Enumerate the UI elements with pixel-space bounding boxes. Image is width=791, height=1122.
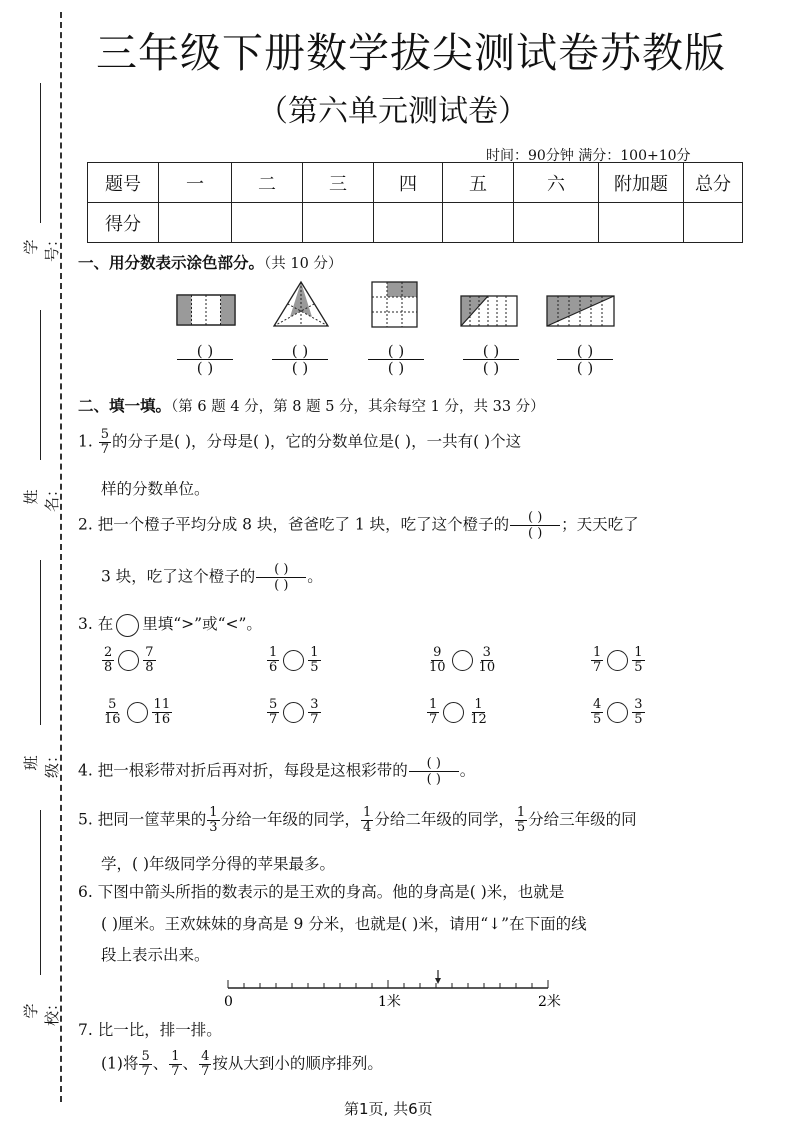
score-input-cell[interactable]: [514, 203, 599, 243]
answer-denominator[interactable]: ( ): [387, 359, 405, 377]
time-info: 时间：90分钟 满分：100+10分: [486, 148, 691, 164]
answer-numerator[interactable]: ( ): [557, 343, 613, 360]
height-ruler[interactable]: [220, 968, 570, 1012]
question-number: 5.: [78, 810, 93, 829]
answer-numerator[interactable]: ( ): [272, 343, 328, 360]
compare-circle[interactable]: [127, 702, 148, 723]
compare-item: $\frac{2}{8}$ $\frac{7}{8}$: [104, 645, 154, 675]
score-input-cell[interactable]: [374, 203, 443, 243]
compare-item: $\frac{5}{7}$ $\frac{3}{7}$: [269, 697, 319, 727]
shaded-figure-5: [546, 295, 616, 327]
compare-item: $\frac{1}{7}$ $\frac{1}{5}$: [593, 645, 643, 675]
binding-dashed-line: [60, 12, 62, 1102]
score-cell: 题号: [88, 163, 159, 203]
question-7-line1: 7. 比一比，排一排。: [78, 1021, 222, 1039]
score-cell: 六: [514, 163, 599, 203]
section2-heading: 二、填一填。: [78, 396, 172, 415]
question-6-line1: 6. 下图中箭头所指的数表示的是王欢的身高。他的身高是( )米，也就是: [78, 883, 565, 901]
school-line: [40, 810, 41, 975]
shaded-figure-3: [371, 281, 419, 329]
answer-denominator[interactable]: ( ): [196, 359, 214, 377]
compare-circle[interactable]: [607, 702, 628, 723]
answer-numerator[interactable]: ( ): [368, 343, 424, 360]
circle-icon: [116, 614, 139, 637]
score-cell: 二: [232, 163, 303, 203]
score-cell: 附加题: [599, 163, 684, 203]
answer-denominator[interactable]: ( ): [291, 359, 309, 377]
answer-fraction-4[interactable]: [463, 343, 519, 376]
question-number: 6.: [78, 883, 93, 901]
ruler-label-0: 0: [224, 994, 233, 1010]
question-number: 3.: [78, 615, 93, 633]
section1-points: （共 10 分）: [264, 256, 343, 272]
question-1-line1: [78, 428, 521, 457]
score-cell: 得分: [88, 203, 159, 243]
student-id-label: 学号：: [22, 232, 61, 263]
question-number: 4.: [78, 761, 93, 780]
answer-fraction-2[interactable]: [272, 343, 328, 376]
compare-item: $\frac{1}{7}$ $\frac{1}{12}$: [429, 697, 487, 727]
question-number: 1.: [78, 432, 93, 451]
shaded-figure-2: [271, 279, 331, 329]
score-input-cell[interactable]: [159, 203, 232, 243]
question-2-line1: 2. 把一个橙子平均分成 8 块，爸爸吃了 1 块，吃了这个橙子的 ( ) ( ) ；天天吃了: [78, 510, 639, 541]
score-cell: 三: [303, 163, 374, 203]
answer-numerator[interactable]: ( ): [177, 343, 233, 360]
class-label: 班级：: [22, 748, 61, 779]
ruler-label-2m: 2米: [538, 994, 561, 1010]
school-label: 学校：: [22, 996, 61, 1027]
answer-denominator[interactable]: ( ): [482, 359, 500, 377]
section2-points: （第 6 题 4 分，第 8 题 5 分，其余每空 1 分，共 33 分）: [171, 399, 545, 415]
compare-circle[interactable]: [452, 650, 473, 671]
fraction: $\frac{5}{7}$: [100, 427, 110, 457]
compare-circle[interactable]: [607, 650, 628, 671]
answer-fraction-1[interactable]: [177, 343, 233, 376]
score-cell: 五: [443, 163, 514, 203]
compare-item: $\frac{4}{5}$ $\frac{3}{5}$: [593, 697, 643, 727]
score-cell: 四: [374, 163, 443, 203]
compare-item: $\frac{5}{16}$ $\frac{11}{16}$: [104, 697, 171, 727]
compare-item: $\frac{1}{6}$ $\frac{1}{5}$: [269, 645, 319, 675]
student-id-line: [40, 83, 41, 223]
question-3-line1: 3. 在 里填“>”或“<”。: [78, 612, 262, 637]
score-table-score-row: [88, 203, 743, 243]
page-number: 第1页, 共6页: [344, 1100, 433, 1118]
score-input-cell[interactable]: [684, 203, 743, 243]
question-7-sub1: (1)将 $\frac{5}{7}$ 、 $\frac{1}{7}$ 、 $\frac{4}{7}$ 按从大到小的顺序排列。: [101, 1049, 383, 1079]
compare-circle[interactable]: [118, 650, 139, 671]
shaded-figure-1: [176, 294, 236, 326]
section2-title: [78, 394, 545, 416]
class-line: [40, 560, 41, 725]
score-input-cell[interactable]: [443, 203, 514, 243]
answer-numerator[interactable]: ( ): [463, 343, 519, 360]
score-input-cell[interactable]: [599, 203, 684, 243]
compare-item: $\frac{9}{10}$ $\frac{3}{10}$: [429, 645, 496, 675]
name-line: [40, 310, 41, 460]
score-cell: 总分: [684, 163, 743, 203]
answer-fraction-blank[interactable]: ( ) ( ): [409, 756, 459, 787]
answer-fraction-5[interactable]: [557, 343, 613, 376]
answer-fraction-blank[interactable]: ( ) ( ): [510, 510, 560, 541]
score-cell: 一: [159, 163, 232, 203]
question-2-line2: 3 块，吃了这个橙子的 ( ) ( ) 。: [101, 562, 323, 593]
name-label: 姓名：: [22, 482, 61, 513]
shaded-figure-4: [460, 295, 518, 327]
question-1-text: 的分子是( )，分母是( )，它的分数单位是( )，一共有( )个这: [112, 432, 522, 451]
ruler-label-1m: 1米: [378, 994, 401, 1010]
page-subtitle: （第六单元测试卷）: [258, 94, 528, 129]
answer-fraction-blank[interactable]: ( ) ( ): [256, 562, 306, 593]
score-input-cell[interactable]: [232, 203, 303, 243]
section1-heading: 一、用分数表示涂色部分。: [78, 253, 265, 272]
answer-denominator[interactable]: ( ): [576, 359, 594, 377]
answer-fraction-3[interactable]: [368, 343, 424, 376]
page-title: 三年级下册数学拔尖测试卷苏教版: [96, 29, 726, 77]
compare-circle[interactable]: [443, 702, 464, 723]
score-table-header-row: [88, 163, 743, 203]
score-input-cell[interactable]: [303, 203, 374, 243]
question-number: 2.: [78, 515, 93, 534]
score-table: [87, 162, 743, 243]
compare-circle[interactable]: [283, 702, 304, 723]
compare-circle[interactable]: [283, 650, 304, 671]
question-2-text: 把一个橙子平均分成 8 块，爸爸吃了 1 块，吃了这个橙子的: [97, 515, 510, 534]
section1-title: [78, 251, 342, 273]
question-6-line3: 段上表示出来。: [101, 946, 210, 964]
question-1-line2: 样的分数单位。: [101, 480, 210, 498]
question-6-line2: ( )厘米。王欢妹妹的身高是 9 分米，也就是( )米，请用“↓”在下面的线: [101, 915, 587, 933]
question-5-line1: 5. 把同一筐苹果的 $\frac{1}{3}$ 分给一年级的同学， $\frac{1}{4}$ 分给二年级的同学， $\frac{1}{5}$ 分给三年级的同: [78, 805, 637, 835]
question-5-line2: 学，( )年级同学分得的苹果最多。: [101, 855, 336, 873]
question-4-line: 4. 把一根彩带对折后再对折，每段是这根彩带的 ( ) ( ) 。: [78, 756, 476, 787]
question-number: 7.: [78, 1021, 93, 1039]
